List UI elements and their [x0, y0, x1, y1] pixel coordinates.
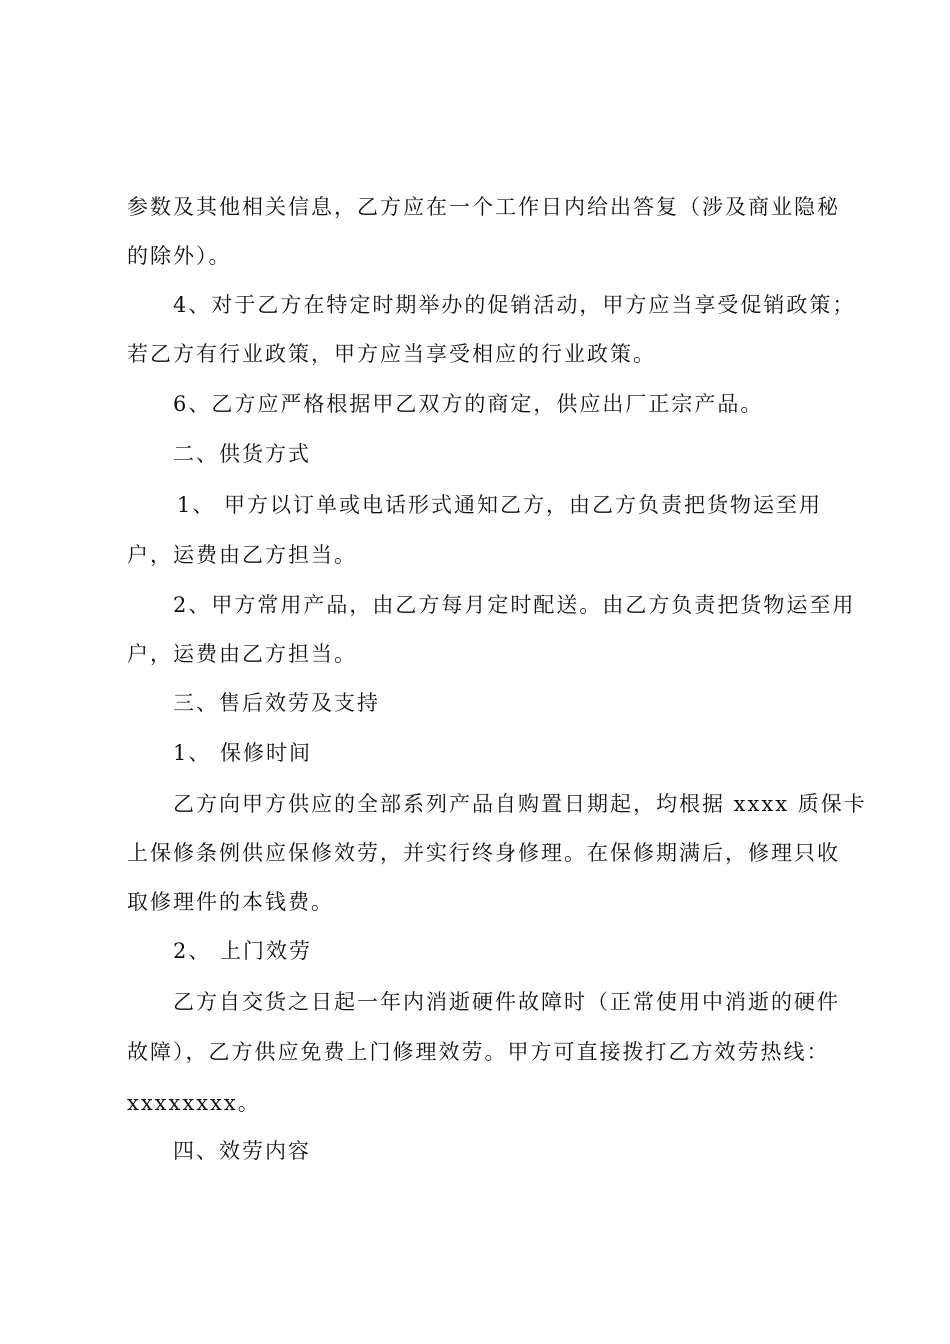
section-heading-2: 二、供货方式: [173, 442, 311, 466]
text-line-13: 乙方向甲方供应的全部系列产品自购置日期起，均根据 xxxx 质保卡: [173, 792, 867, 816]
text-line-18: 故障），乙方供应免费上门修理效劳。甲方可直接拨打乙方效劳热线：: [127, 1040, 830, 1064]
text-line-7: 1、 甲方以订单或电话形式通知乙方，由乙方负责把货物运至用: [177, 493, 823, 517]
text-line-4: 若乙方有行业政策，甲方应当享受相应的行业政策。: [127, 342, 656, 366]
text-line-3: 4、对于乙方在特定时期举办的促销活动，甲方应当享受促销政策；: [173, 293, 856, 317]
text-line-19: xxxxxxxx。: [127, 1091, 261, 1115]
subheading-warranty: 1、 保修时间: [173, 741, 313, 765]
text-line-10: 户，运费由乙方担当。: [127, 642, 357, 666]
text-line-17: 乙方自交货之日起一年内消逝硬件故障时（正常使用中消逝的硬件: [173, 990, 840, 1014]
section-heading-4: 四、效劳内容: [173, 1139, 311, 1163]
section-heading-3: 三、售后效劳及支持: [173, 691, 380, 715]
text-line-2: 的除外）。: [127, 244, 232, 268]
text-line-1: 参数及其他相关信息，乙方应在一个工作日内给出答复（涉及商业隐秘: [127, 195, 840, 219]
text-line-14: 上保修条例供应保修效劳，并实行终身修理。在保修期满后，修理只收: [127, 841, 840, 865]
text-line-8: 户，运费由乙方担当。: [127, 543, 357, 567]
text-line-9: 2、甲方常用产品，由乙方每月定时配送。由乙方负责把货物运至用: [173, 593, 856, 617]
text-line-5: 6、乙方应严格根据甲乙双方的商定，供应出厂正宗产品。: [173, 392, 764, 416]
subheading-onsite-service: 2、 上门效劳: [173, 939, 313, 963]
text-line-15: 取修理件的本钱费。: [127, 890, 334, 914]
